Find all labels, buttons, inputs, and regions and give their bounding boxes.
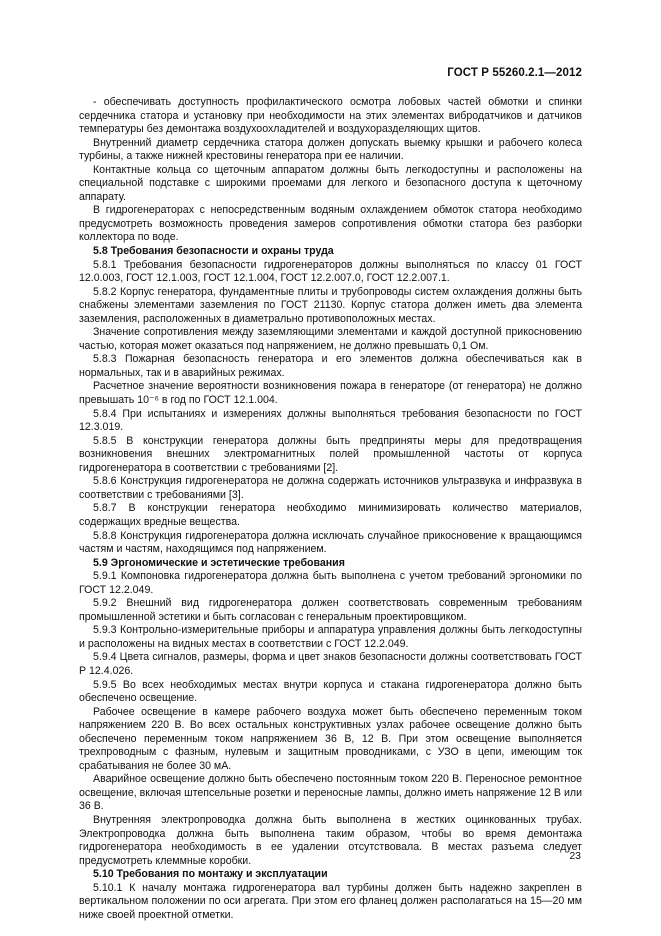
body-paragraph: Внутренний диаметр сердечника статора должен допускать выемку крышки и рабочего колеса турбины, а также нижней крестовины генератора при ее наличии. — [79, 136, 582, 163]
page-number: 23 — [569, 850, 581, 862]
body-paragraph: 5.9.1 Компоновка гидрогенератора должна быть выполнена с учетом требований эргономики по ГОСТ 12.2.049. — [79, 570, 582, 596]
body-paragraph: 5.9.5 Во всех необходимых местах внутри корпуса и стакана гидрогенератора должно быть обеспечено освещение. — [79, 678, 582, 705]
body-paragraph: Внутренняя электропроводка должна быть выполнена в жестких оцинкованных трубах. Электропроводка должна быть выполнена таким образом, чтобы во время демонтажа гидрогенератора необходимость в ее удалении отсутствовала. В местах разъема следует предусмотреть клеммные коробки. — [79, 813, 582, 867]
body-paragraph: 5.8.1 Требования безопасности гидрогенераторов должны выполняться по классу 01 ГОСТ 12.0.003, ГОСТ 12.1.003, ГОСТ 12.1.004, ГОСТ 12.2.007.0, ГОСТ 12.2.007.1. — [79, 258, 582, 285]
document-code-header: ГОСТ Р 55260.2.1—2012 — [447, 67, 582, 79]
body-paragraph: 5.8.6 Конструкция гидрогенератора не должна содержать источников ультразвука и инфразвука в соответствии с требованиями [3]. — [79, 475, 582, 501]
body-paragraph: Аварийное освещение должно быть обеспечено постоянным током 220 В. Переносное ремонтное освещение, включая штепсельные розетки и переносные лампы, должно иметь напряжение 12 В или 36 В. — [79, 773, 582, 813]
body-paragraph: 5.9.4 Цвета сигналов, размеры, форма и цвет знаков безопасности должны соответствовать ГОСТ Р 12.4.026. — [79, 651, 582, 677]
body-paragraph: 5.8.8 Конструкция гидрогенератора должна исключать случайное прикосновение к вращающимся частям и частям, находящимся под напряжением. — [79, 529, 582, 556]
body-paragraph: Рабочее освещение в камере рабочего воздуха может быть обеспечено переменным током напряжением 220 В. Во всех остальных конструктивных узлах рабочее освещение должно быть обеспечено переменным током напряжением 36 В, 12 В. При этом освещение выполняется трехпроводным с фазным, нулевым и защитным проводниками, с УЗО в цепи, имеющим ток срабатывания не более 30 мА. — [79, 705, 582, 772]
section-heading: 5.10 Требования по монтажу и эксплуатации — [93, 868, 328, 881]
body-paragraph: 5.8.4 При испытаниях и измерениях должны выполняться требования безопасности по ГОСТ 12.3.019. — [79, 407, 582, 434]
body-paragraph: Значение сопротивления между заземляющими элементами и каждой доступной прикосновению частью, которая может оказаться под напряжением, не должно превышать 0,1 Ом. — [79, 326, 582, 352]
body-paragraph: 5.8.5 В конструкции генератора должны быть предприняты меры для предотвращения возникновения внешних электромагнитных полей промышленной частоты от корпуса гидрогенератора в соответствии с требованиями [2]. — [79, 434, 582, 474]
body-paragraph: - обеспечивать доступность профилактического осмотра лобовых частей обмотки и спинки сердечника статора и установку при необходимости на этих элементах вибродатчиков и датчиков температуры без демонтажа воздухоохладителей и воздухоразделяющих щитов. — [79, 96, 582, 136]
body-paragraph: В гидрогенераторах с непосредственным водяным охлаждением обмоток статора необходимо предусмотреть возможность проведения замеров сопротивления обмотки статора без разборки коллектора по воде. — [79, 204, 582, 244]
body-paragraph: Расчетное значение вероятности возникновения пожара в генераторе (от генератора) не должно превышать 10⁻⁶ в год по ГОСТ 12.1.004. — [79, 380, 582, 407]
section-heading: 5.8 Требования безопасности и охраны труда — [93, 245, 334, 258]
body-paragraph: 5.8.3 Пожарная безопасность генератора и его элементов должна обеспечиваться как в нормальных, так и в аварийных режимах. — [79, 353, 582, 379]
body-paragraph: 5.8.7 В конструкции генератора необходимо минимизировать количество материалов, содержащих вредные вещества. — [79, 502, 582, 528]
body-paragraph: Контактные кольца со щеточным аппаратом должны быть легкодоступны и расположены на специальной подставке с широкими проемами для легкого и безопасного доступа к щеточному аппарату. — [79, 163, 582, 203]
body-paragraph: 5.8.2 Корпус генератора, фундаментные плиты и трубопроводы систем охлаждения должны быть снабжены элементами заземления по ГОСТ 21130. Корпус статора должен иметь два элемента заземления, расположенных в диаметрально противоположных местах. — [79, 285, 582, 325]
body-paragraph: 5.9.2 Внешний вид гидрогенератора должен соответствовать современным требованиям промышленной эстетики и быть согласован с генеральным проектировщиком. — [79, 597, 582, 623]
body-paragraph: 5.9.3 Контрольно-измерительные приборы и аппаратура управления должны быть легкодоступны и расположены на видных местах в соответствии с ГОСТ 12.2.049. — [79, 624, 582, 650]
section-heading: 5.9 Эргономические и эстетические требования — [93, 556, 345, 569]
body-paragraph: 5.10.1 К началу монтажа гидрогенератора вал турбины должен быть надежно закреплен в вертикальном положении по оси агрегата. При этом его фланец должен располагаться на 15—20 мм ниже своей проектной отметки. — [79, 881, 582, 921]
document-body — [79, 96, 582, 922]
